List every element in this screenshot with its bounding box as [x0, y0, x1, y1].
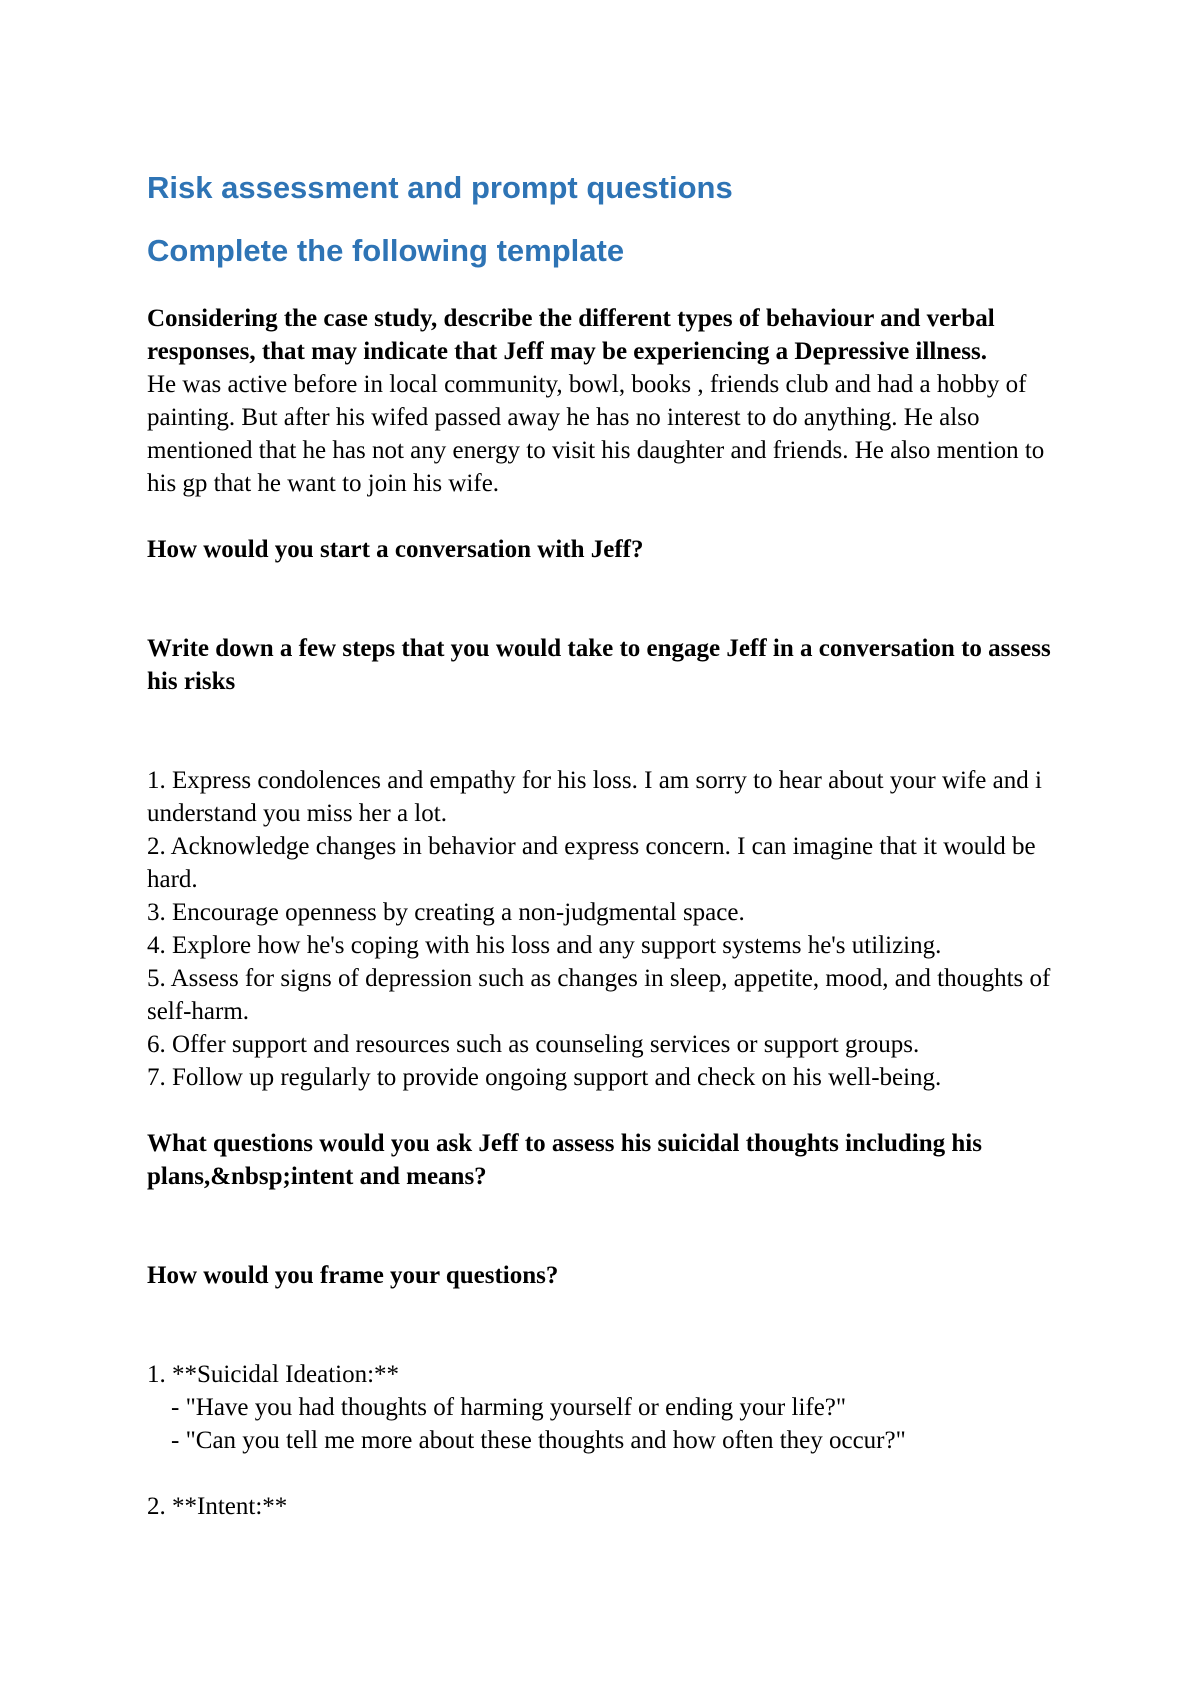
list-item: 5. Assess for signs of depression such as changes in sleep, appetite, mood, and thoughts of self-harm.: [147, 965, 1051, 1025]
question-start-conversation: How would you start a conversation with Jeff?: [147, 536, 644, 563]
document-subtitle: Complete the following template: [147, 233, 625, 268]
question-frame-questions: How would you frame your questions?: [147, 1262, 559, 1289]
list-item: 2. Acknowledge changes in behavior and express concern. I can imagine that it would be hard.: [147, 833, 1036, 893]
list-item: 4. Explore how he's coping with his loss and any support systems he's utilizing.: [147, 932, 942, 959]
framing-item-label: 1. **Suicidal Ideation:**: [147, 1361, 400, 1388]
document-title: Risk assessment and prompt questions: [147, 170, 733, 205]
framing-sub-item: - "Can you tell me more about these thoughts and how often they occur?": [171, 1427, 906, 1454]
framing-item-label: 2. **Intent:**: [147, 1493, 288, 1520]
answer-depressive-illness: He was active before in local community, bowl, books , friends club and had a hobby of painting. But after his wifed passed away he has no interest to do anything. He also mentioned that he has not any energy to visit his daughter and friends. He also mention to his gp that he want to join his wife.: [147, 371, 1045, 497]
document-body: [147, 168, 1077, 1523]
framing-sub-item: - "Have you had thoughts of harming yourself or ending your life?": [171, 1394, 847, 1421]
question-engage-steps: Write down a few steps that you would take to engage Jeff in a conversation to assess his risks: [147, 635, 1051, 695]
list-item: 1. Express condolences and empathy for his loss. I am sorry to hear about your wife and i understand you miss her a lot.: [147, 767, 1042, 827]
question-suicidal-thoughts: What questions would you ask Jeff to assess his suicidal thoughts including his plans,&nbsp;intent and means?: [147, 1130, 982, 1190]
list-item: 6. Offer support and resources such as counseling services or support groups.: [147, 1031, 920, 1058]
framing-list: [147, 1358, 1077, 1523]
steps-list: [147, 764, 1077, 1094]
list-item: 3. Encourage openness by creating a non-judgmental space.: [147, 899, 745, 926]
question-depressive-illness: Considering the case study, describe the different types of behaviour and verbal responses, that may indicate that Jeff may be experiencing a Depressive illness.: [147, 305, 995, 365]
list-item: 7. Follow up regularly to provide ongoing support and check on his well-being.: [147, 1064, 942, 1091]
